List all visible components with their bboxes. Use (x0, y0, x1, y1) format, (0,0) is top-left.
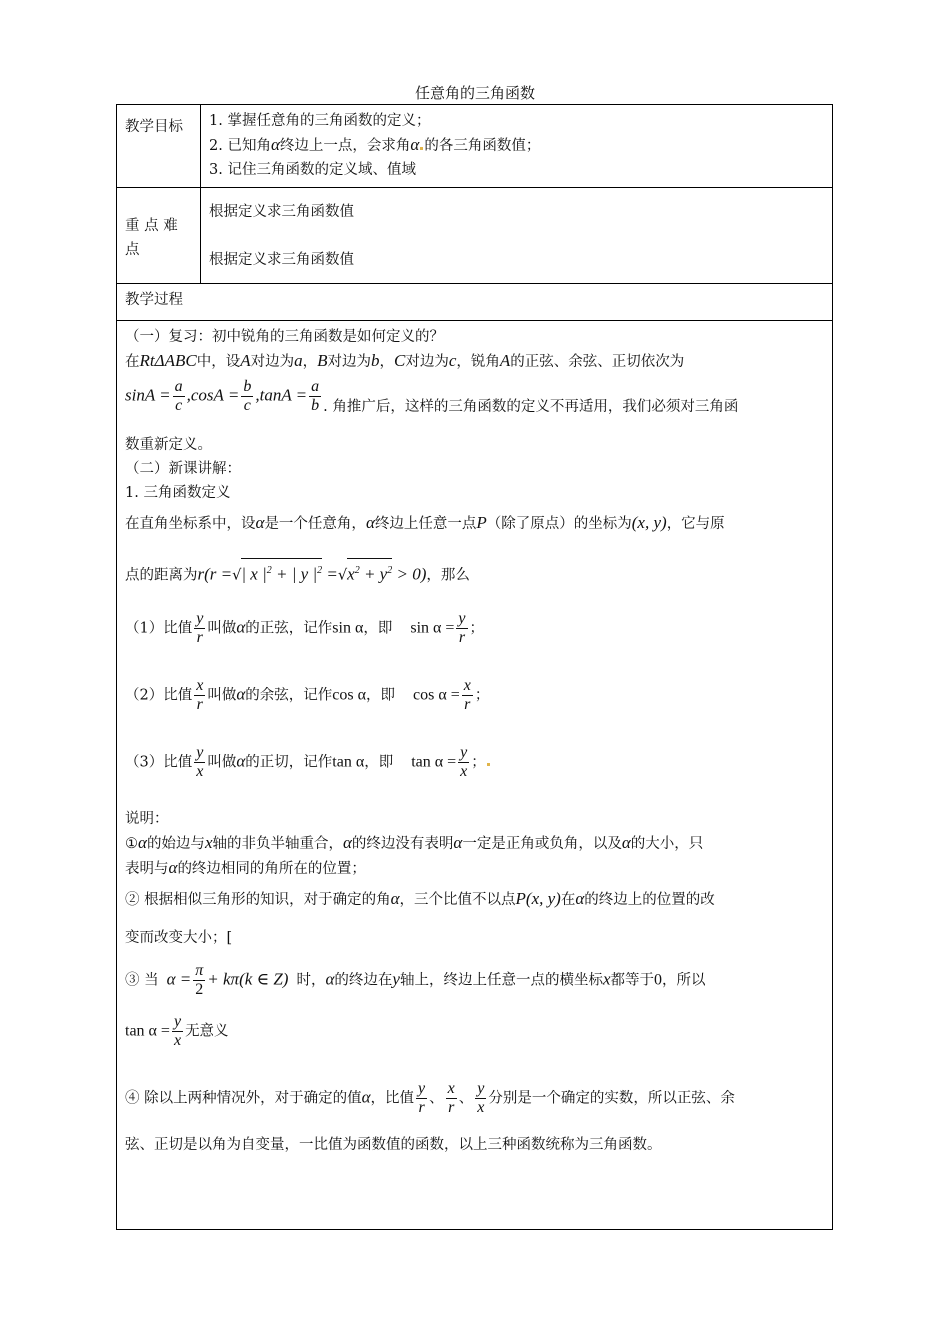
sine-definition: （1）比值 $\frac{y}{r}$ 叫做α的正弦，记作sin α，即 sin α = $\frac{y}{r}$ ； (125, 609, 485, 646)
goal-line-3: 3. 记住三角函数的定义域、值域 (209, 162, 416, 178)
key-point: 根据定义求三角函数值 (209, 204, 354, 220)
note-1: ①α的始边与x轴的非负半轴重合，α的终边没有表明α一定是正角或负角，以及α的大小，只 (125, 832, 704, 852)
page-title: 任意角的三角函数 (414, 84, 535, 102)
note-3-cont: tan α = $\frac{y}{x}$ 无意义 (125, 1012, 229, 1049)
process-label: 教学过程 (117, 284, 833, 321)
difficulty-point: 根据定义求三角函数值 (209, 252, 354, 268)
note-4: ④ 除以上两种情况外，对于确定的值α，比值 $\frac{y}{r}$ 、 $\frac{x}{r}$ 、 $\frac{y}{x}$ 分别是一个确定的实数，所以正弦、余 (125, 1079, 735, 1116)
review-line-1: 在RtΔABC中，设A对边为a，B对边为b，C对边为c，锐角A的正弦、余弦、正切依次为 (125, 351, 685, 370)
definition-line-1: 在直角坐标系中，设α是一个任意角，α终边上任意一点P（除了原点）的坐标为(x, y)，它与原 (125, 513, 725, 532)
goal-line-1: 1. 掌握任意角的三角函数的定义； (209, 113, 431, 129)
process-content (117, 321, 833, 1230)
definition-heading: 1. 三角函数定义 (125, 485, 231, 501)
definition-line-2: 点的距离为r(r =√| x $|^2$ + | y $|^2 =√x^2 + y^2 > 0$)，那么 (125, 558, 824, 588)
review-line-3: 数重新定义。 (125, 437, 212, 453)
review-line-2: sinA = $\frac{a}{c}$ ,cosA = $\frac{b}{c}$ ,tanA = $\frac{a}{b}$ . 角推广后，这样的三角函数的定义不再适用，我们必须对三角函 (125, 378, 739, 415)
review-heading: （一）复习：初中锐角的三角函数是如何定义的？ (125, 329, 444, 345)
note-3: ③ 当 α = $\frac{\pi}{2}$ + kπ(k ∈ Z) 时，α的终边在y轴上，终边上任意一点的横坐标x都等于0，所以 (125, 961, 706, 998)
cosine-definition: （2）比值 $\frac{x}{r}$ 叫做α的余弦，记作cos α，即 cos α = $\frac{x}{r}$ ； (125, 676, 490, 713)
notes-heading: 说明： (125, 810, 169, 827)
note-4-cont: 弦、正切是以角为自变量，一比值为函数值的函数，以上三种函数统称为三角函数。 (125, 1136, 662, 1153)
goal-line-2: 2. 已知角α终边上一点，会求角α 的各三角函数值； (209, 135, 541, 154)
note-2: ② 根据相似三角形的知识，对于确定的角α，三个比值不以点P(x, y)在α的终边上的位置的改 (125, 888, 715, 908)
goals-content (201, 105, 833, 188)
note-2-cont: 变而改变大小；[ (125, 929, 233, 946)
tangent-definition: （3）比值 $\frac{y}{x}$ 叫做α的正切，记作tan α，即 tan α = $\frac{y}{x}$ ； (125, 744, 824, 781)
new-lesson-heading: （二）新课讲解： (125, 461, 241, 477)
lesson-table (116, 104, 833, 1230)
key-points-content (201, 188, 833, 284)
key-points-label: 重 点 难 点 (117, 188, 201, 284)
goals-label: 教学目标 (117, 105, 201, 188)
note-1-cont: 表明与α的终边相同的角所在的位置； (125, 857, 366, 877)
